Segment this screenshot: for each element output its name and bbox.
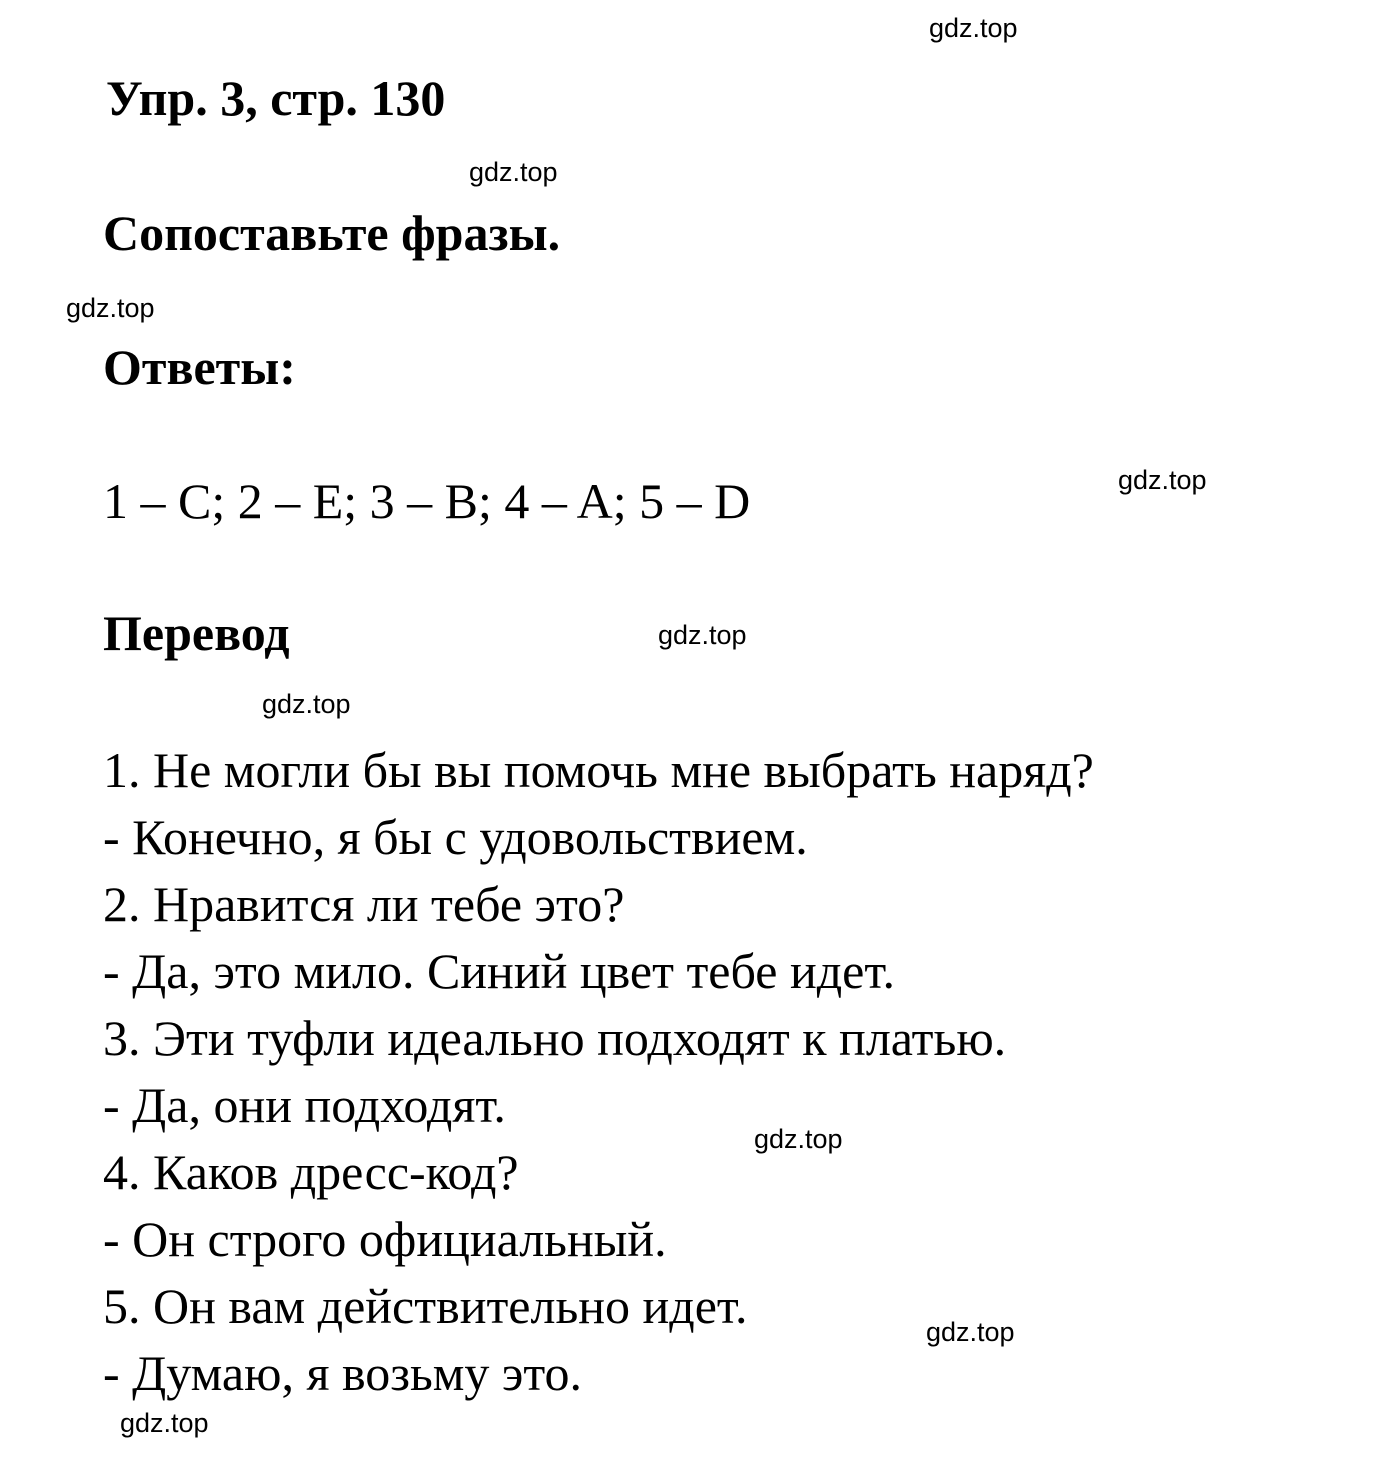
exercise-title: Упр. 3, стр. 130 [106,70,446,126]
watermark: gdz.top [262,689,351,719]
translation-line: - Конечно, я бы с удовольствием. [103,809,808,865]
watermark: gdz.top [1118,465,1207,495]
translation-line: 3. Эти туфли идеально подходят к платью. [103,1010,1007,1066]
translation-line: - Да, это мило. Синий цвет тебе идет. [103,943,895,999]
answers-line: 1 – C; 2 – E; 3 – B; 4 – A; 5 – D [103,473,751,529]
translation-heading: Перевод [103,605,290,661]
translation-line: - Думаю, я возьму это. [103,1345,583,1401]
watermark: gdz.top [926,1317,1015,1347]
watermark: gdz.top [120,1408,209,1438]
watermark: gdz.top [658,620,747,650]
translation-line: 2. Нравится ли тебе это? [103,876,625,932]
translation-line: 4. Каков дресс-код? [103,1144,519,1200]
answers-heading: Ответы: [103,339,296,395]
watermark: gdz.top [66,293,155,323]
watermark: gdz.top [754,1124,843,1154]
watermark: gdz.top [469,157,558,187]
watermark: gdz.top [929,13,1018,43]
translation-line: 1. Не могли бы вы помочь мне выбрать наряд? [103,742,1094,798]
translation-line: 5. Он вам действительно идет. [103,1278,748,1334]
translation-line: - Он строго официальный. [103,1211,667,1267]
task-instruction: Сопоставьте фразы. [103,205,561,261]
translation-line: - Да, они подходят. [103,1077,506,1133]
